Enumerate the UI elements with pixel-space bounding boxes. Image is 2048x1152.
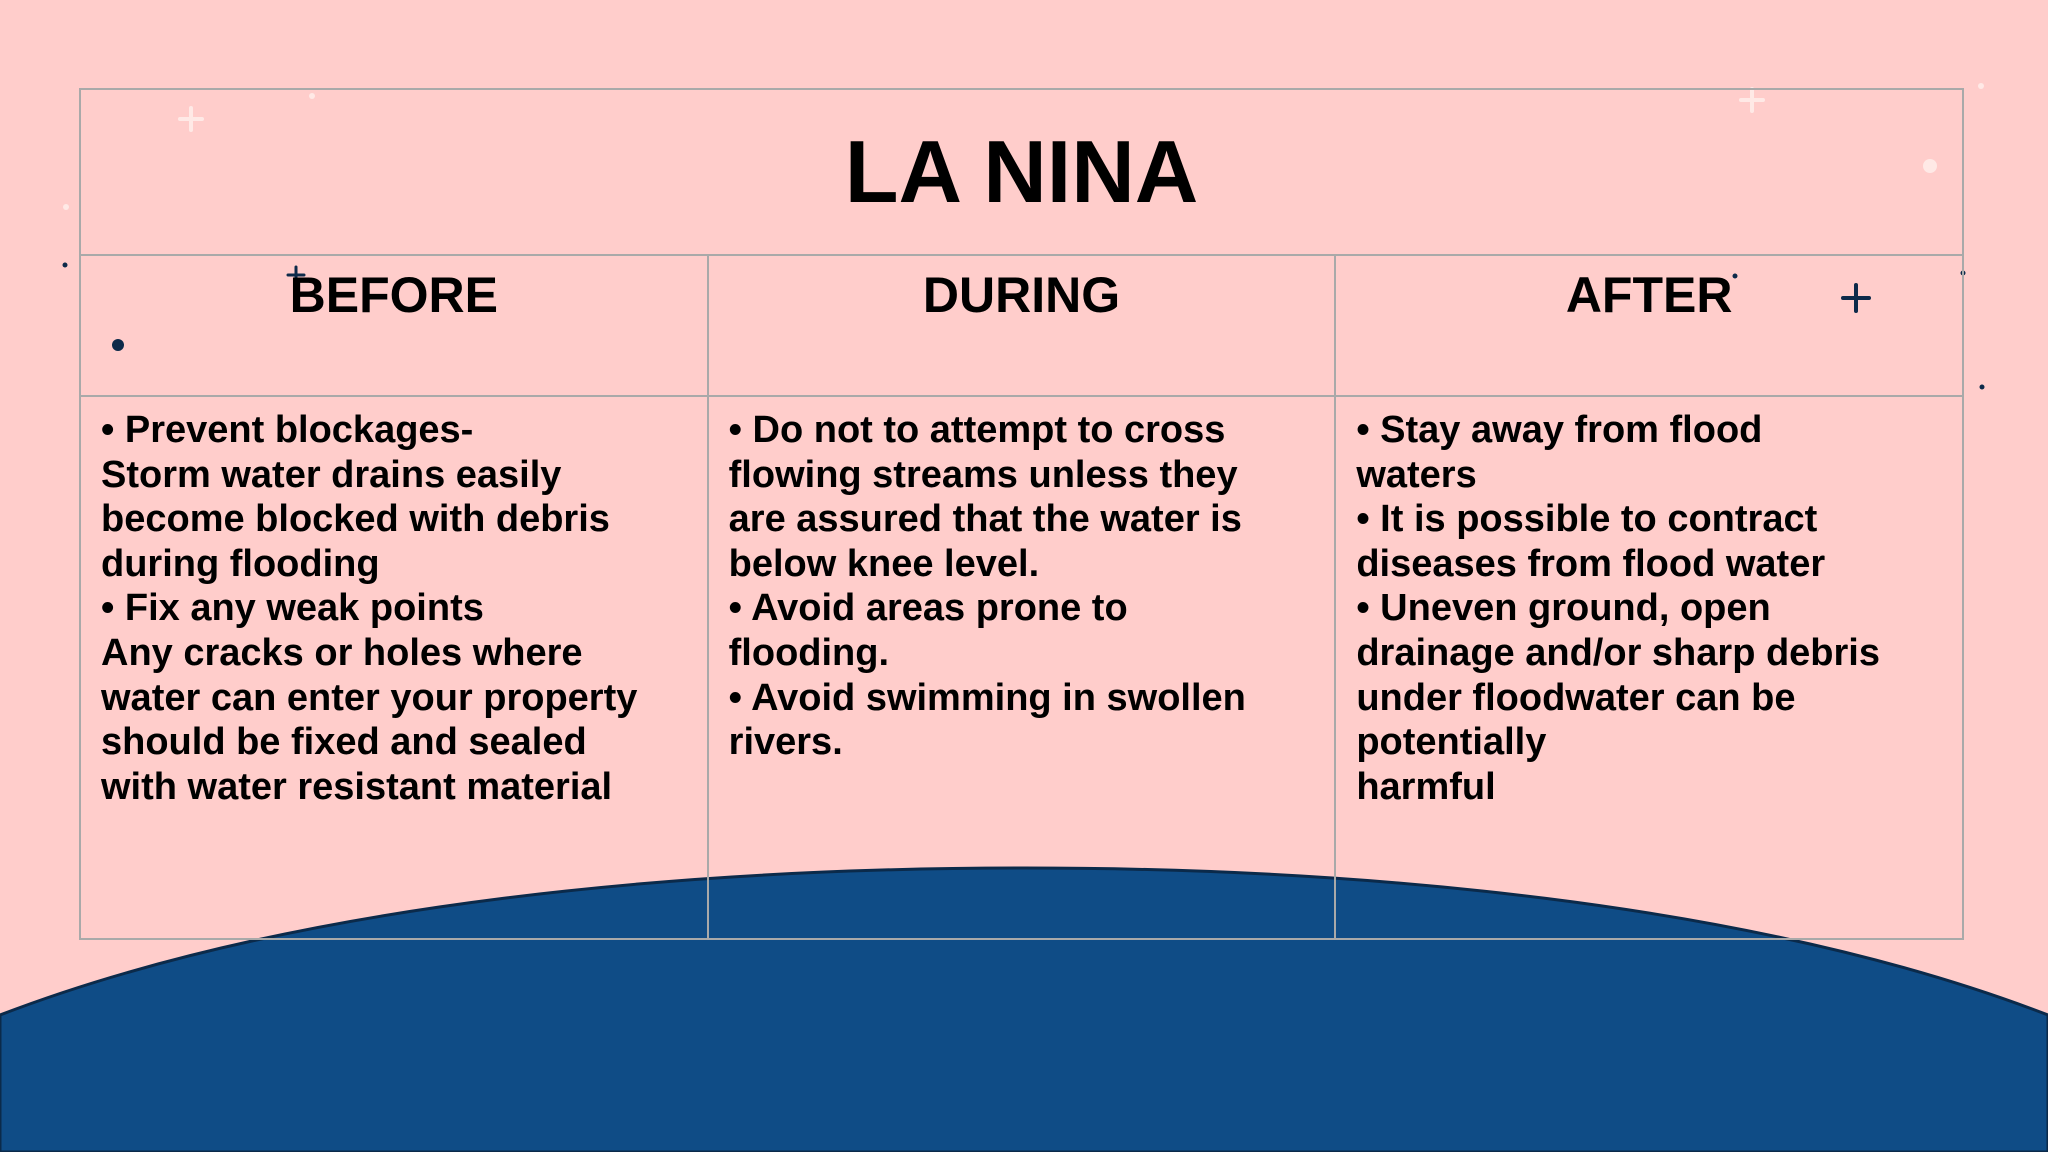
- la-nina-table: [79, 88, 1964, 940]
- after-line: • It is possible to contract: [1356, 498, 1818, 541]
- heading-during: DURING: [708, 255, 1336, 396]
- during-line: are assured that the water is: [728, 498, 1242, 541]
- before-line: with water resistant material: [101, 765, 613, 808]
- light-dot-icon: [1978, 83, 1984, 89]
- after-line: under floodwater can be: [1356, 676, 1796, 719]
- during-line: flooding.: [728, 631, 890, 674]
- during-line: below knee level.: [728, 542, 1040, 585]
- after-line: diseases from flood water: [1356, 542, 1826, 585]
- after-line: harmful: [1356, 765, 1496, 808]
- after-line: • Uneven ground, open: [1356, 587, 1771, 630]
- before-line: Any cracks or holes where: [101, 631, 583, 674]
- before-content: [80, 396, 708, 939]
- during-line: rivers.: [728, 721, 843, 764]
- slide-title: LA NINA: [80, 89, 1963, 255]
- during-line: • Do not to attempt to cross: [728, 409, 1226, 451]
- during-content: [708, 396, 1336, 939]
- during-line: flowing streams unless they: [728, 453, 1238, 496]
- heading-after: AFTER: [1335, 255, 1963, 396]
- during-line: • Avoid areas prone to: [728, 587, 1128, 630]
- after-line: drainage and/or sharp debris: [1356, 631, 1880, 674]
- before-line: • Prevent blockages-: [101, 409, 474, 451]
- heading-before: BEFORE: [80, 255, 708, 396]
- during-line: • Avoid swimming in swollen: [728, 676, 1246, 719]
- after-content: [1335, 396, 1963, 939]
- before-line: during flooding: [101, 542, 380, 585]
- before-line: water can enter your property: [101, 676, 638, 719]
- before-line: Storm water drains easily: [101, 453, 562, 496]
- light-dot-icon: [63, 204, 69, 210]
- after-line: waters: [1356, 453, 1477, 496]
- dark-dot-icon: [1980, 385, 1985, 390]
- after-line: potentially: [1356, 721, 1547, 764]
- before-line: • Fix any weak points: [101, 587, 484, 630]
- before-line: should be fixed and sealed: [101, 721, 587, 764]
- dark-dot-icon: [63, 263, 68, 268]
- before-line: become blocked with debris: [101, 498, 610, 541]
- after-line: • Stay away from flood: [1356, 409, 1763, 451]
- content-row: [80, 396, 1963, 939]
- title-row: [80, 89, 1963, 255]
- heading-row: [80, 255, 1963, 396]
